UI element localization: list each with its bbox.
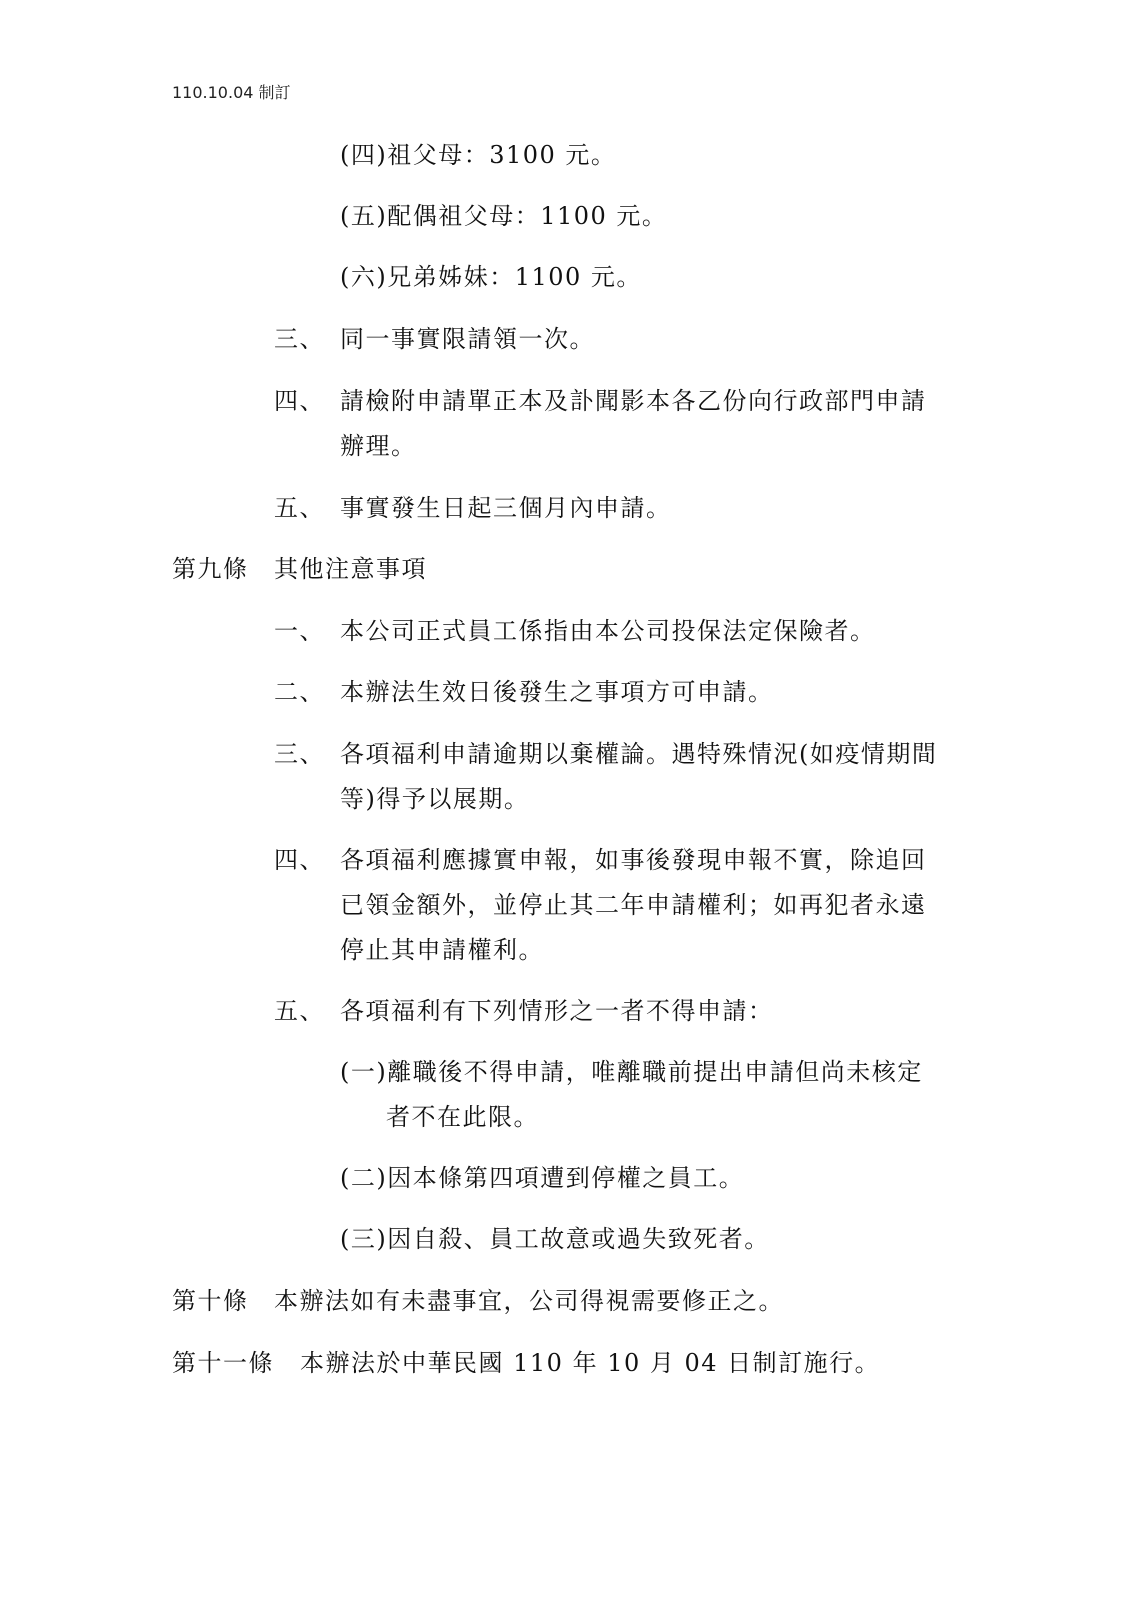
article-9-item-text-4-line2: 已領金額外，並停止其二年申請權利；如再犯者永遠	[340, 891, 927, 919]
article-9-item-number-1: 一、	[274, 617, 325, 645]
article-11-label: 第十一條	[172, 1349, 274, 1377]
article-9-item-text-4-line1: 各項福利應據實申報，如事後發現申報不實，除追回	[340, 846, 927, 874]
article-9-item-text-5: 各項福利有下列情形之一者不得申請：	[340, 997, 774, 1025]
article-9-label: 第九條	[172, 555, 249, 583]
sub-item-spouse-grandparents: (五)配偶祖父母：1100 元。	[340, 202, 668, 230]
article-9-item-number-3: 三、	[274, 740, 325, 768]
article-9-title: 其他注意事項	[274, 555, 427, 583]
article-9-sub-item-3: (三)因自殺、員工故意或過失致死者。	[340, 1225, 770, 1253]
article-9-item-text-4-line3: 停止其申請權利。	[340, 936, 544, 964]
article-9-sub-item-2: (二)因本條第四項遭到停權之員工。	[340, 1164, 745, 1192]
article-11-text: 本辦法於中華民國 110 年 10 月 04 日制訂施行。	[300, 1349, 881, 1377]
article-9-item-text-2: 本辦法生效日後發生之事項方可申請。	[340, 678, 774, 706]
article-9-sub-item-1-line2: 者不在此限。	[386, 1103, 539, 1131]
article-9-item-number-5: 五、	[274, 997, 325, 1025]
item-number-3: 三、	[274, 325, 325, 353]
sub-item-siblings: (六)兄弟姊妹：1100 元。	[340, 263, 642, 291]
revision-date-header: 110.10.04 制訂	[172, 83, 291, 102]
item-text-4-line2: 辦理。	[340, 432, 417, 460]
article-10-text: 本辦法如有未盡事宜，公司得視需要修正之。	[274, 1287, 784, 1315]
article-9-sub-item-1-line1: (一)離職後不得申請，唯離職前提出申請但尚未核定	[340, 1058, 923, 1086]
article-9-item-text-3-line2: 等)得予以展期。	[340, 785, 530, 813]
article-10-label: 第十條	[172, 1287, 249, 1315]
item-text-3: 同一事實限請領一次。	[340, 325, 595, 353]
article-9-item-number-2: 二、	[274, 678, 325, 706]
item-number-5: 五、	[274, 494, 325, 522]
article-9-item-number-4: 四、	[274, 846, 325, 874]
sub-item-grandparents: (四)祖父母：3100 元。	[340, 141, 617, 169]
item-text-4-line1: 請檢附申請單正本及訃聞影本各乙份向行政部門申請	[340, 387, 927, 415]
article-9-item-text-1: 本公司正式員工係指由本公司投保法定保險者。	[340, 617, 876, 645]
item-number-4: 四、	[274, 387, 325, 415]
item-text-5: 事實發生日起三個月內申請。	[340, 494, 672, 522]
article-9-item-text-3-line1: 各項福利申請逾期以棄權論。遇特殊情況(如疫情期間	[340, 740, 938, 768]
